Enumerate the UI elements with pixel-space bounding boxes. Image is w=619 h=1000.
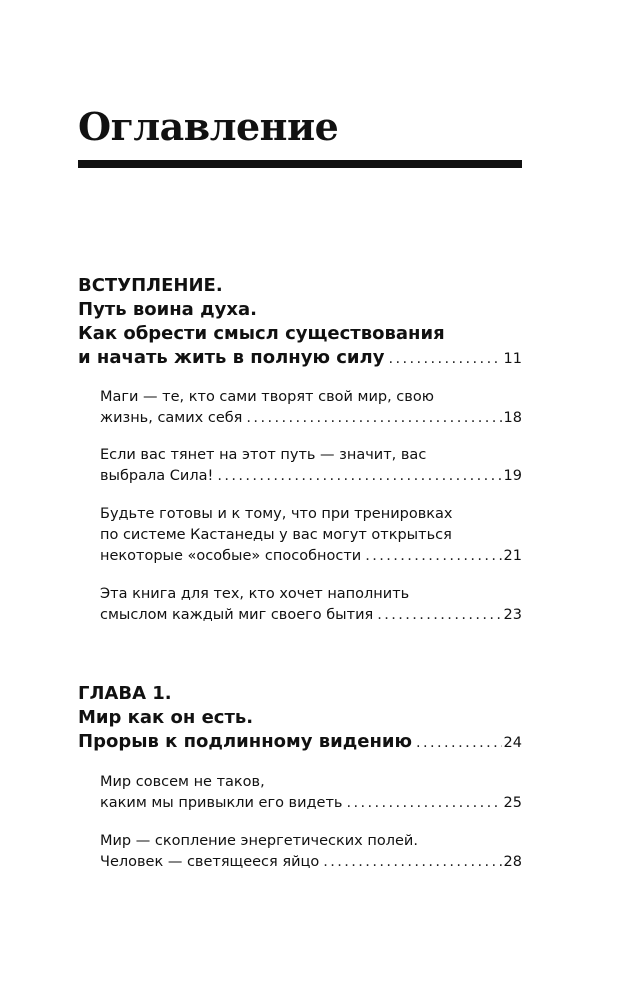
entry-line: Маги — те, кто сами творят свой мир, свою — [100, 389, 434, 405]
section-heading-lead[interactable] — [78, 346, 522, 371]
toc-entry[interactable] — [100, 584, 522, 626]
page-number: 25 — [503, 795, 522, 811]
entry-line: Эта книга для тех, кто хочет наполнить — [100, 586, 410, 602]
page-number: 19 — [503, 468, 522, 484]
entry-lead — [100, 408, 522, 429]
dot-leader — [377, 605, 501, 626]
dot-leader — [388, 347, 501, 371]
entry-last-line: смыслом каждый миг своего бытия — [100, 607, 374, 623]
page-number: 24 — [503, 735, 522, 751]
dot-leader — [416, 731, 502, 755]
entry-lead — [100, 466, 522, 487]
section-heading-line: ВСТУПЛЕНИЕ. — [78, 275, 223, 296]
toc-entry[interactable] — [100, 445, 522, 487]
entry-last-line: жизнь, самих себя — [100, 410, 243, 426]
entry-last-line: Человек — светящееся яйцо — [100, 854, 320, 870]
dot-leader — [323, 852, 501, 873]
entry-line: Мир — скопление энергетических полей. — [100, 833, 418, 849]
page-number: 11 — [503, 351, 522, 367]
toc-entry[interactable] — [100, 831, 522, 873]
section-heading-line: Как обрести смысл существования — [78, 323, 445, 344]
page-number: 23 — [503, 607, 522, 623]
page-title: Оглавление — [78, 104, 339, 149]
toc-page — [78, 0, 522, 1000]
title-rule — [78, 160, 522, 168]
toc-entry[interactable] — [100, 772, 522, 814]
toc-section-chapter-1 — [78, 682, 522, 873]
entry-last-line: каким мы привыкли его видеть — [100, 795, 343, 811]
entry-line: Будьте готовы и к тому, что при тренировках — [100, 506, 453, 522]
entry-last-line: некоторые «особые» способности — [100, 548, 362, 564]
entry-line: Мир совсем не таков, — [100, 774, 265, 790]
dot-leader — [246, 408, 501, 429]
entry-line: Если вас тянет на этот путь — значит, вас — [100, 447, 427, 463]
dot-leader — [365, 546, 501, 567]
section-heading-lead[interactable] — [78, 730, 522, 755]
section-heading-last-line: и начать жить в полную силу — [78, 347, 385, 368]
page-number: 28 — [503, 854, 522, 870]
entry-lead — [100, 546, 522, 567]
section-heading-line: ГЛАВА 1. — [78, 683, 172, 704]
entry-lead — [100, 852, 522, 873]
dot-leader — [346, 793, 501, 814]
toc-section-introduction — [78, 274, 522, 626]
toc-entry[interactable] — [100, 387, 522, 429]
entry-line: по системе Кастанеды у вас могут открыться — [100, 527, 452, 543]
page-number: 18 — [503, 410, 522, 426]
entry-lead — [100, 793, 522, 814]
dot-leader — [217, 466, 501, 487]
entry-last-line: выбрала Сила! — [100, 468, 214, 484]
entry-lead — [100, 605, 522, 626]
section-heading-line: Мир как он есть. — [78, 707, 254, 728]
page-number: 21 — [503, 548, 522, 564]
section-heading-last-line: Прорыв к подлинному видению — [78, 731, 413, 752]
toc-entry[interactable] — [100, 504, 522, 567]
section-heading-line: Путь воина духа. — [78, 299, 257, 320]
